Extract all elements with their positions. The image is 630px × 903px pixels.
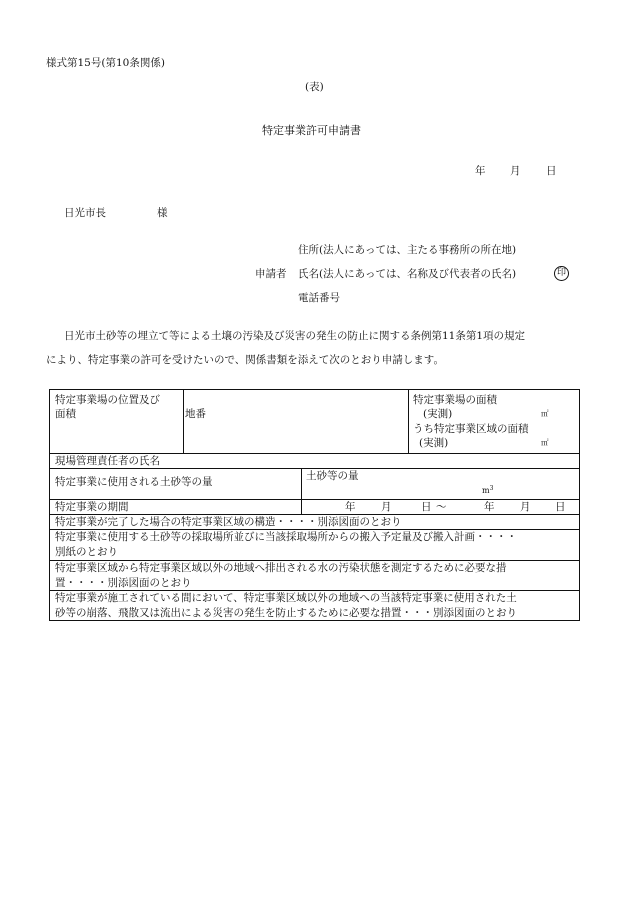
- period-end-month: 月: [520, 501, 531, 513]
- period-start-year: 年: [345, 501, 356, 513]
- period-separator: 〜: [436, 501, 447, 513]
- location-label-line-1: 特定事業場の位置及び: [55, 394, 160, 406]
- zone-area-unit: ㎡: [541, 438, 549, 447]
- recipient-name: 日光市長: [64, 207, 106, 219]
- table-rule: [183, 390, 184, 453]
- structure-row: 特定事業が完了した場合の特定事業区域の構造・・・・別添図面のとおり: [55, 516, 402, 528]
- applicant-phone-label: 電話番号: [298, 292, 340, 304]
- period-end-day: 日: [555, 501, 566, 513]
- zone-area-label: うち特定事業区域の面積: [413, 423, 529, 435]
- recipient-suffix: 様: [157, 207, 168, 219]
- table-rule: [50, 590, 579, 591]
- table-rule: [301, 468, 302, 514]
- table-rule: [50, 499, 579, 500]
- site-area-label: 特定事業場の面積: [413, 394, 497, 406]
- table-rule: [50, 468, 579, 469]
- site-area-measured-label: (実測): [423, 408, 453, 420]
- period-start-month: 月: [381, 501, 392, 513]
- applicant-label: 申請者: [255, 268, 287, 280]
- date-day-label: 日: [546, 165, 557, 177]
- period-end-year: 年: [484, 501, 495, 513]
- site-area-unit: ㎡: [541, 409, 549, 418]
- application-table: [49, 389, 580, 621]
- water-row-line-2: 置・・・・別添図面のとおり: [55, 577, 192, 589]
- period-label: 特定事業の期間: [55, 501, 129, 513]
- applicant-name-label: 氏名(法人にあっては、名称及び代表者の氏名): [298, 268, 517, 280]
- date-month-label: 月: [510, 165, 521, 177]
- soil-amount-label: 特定事業に使用される土砂等の量: [55, 476, 213, 488]
- water-row-line-1: 特定事業区域から特定事業区域以外の地域へ排出される水の汚染状態を測定するために必要な措: [55, 562, 507, 574]
- soil-amount-sub-label: 土砂等の量: [306, 470, 359, 482]
- disaster-row-line-2: 砂等の崩落、飛散又は流出による災害の発生を防止するために必要な措置・・・別添図面のとおり: [55, 607, 517, 619]
- lot-number-label: 地番: [185, 408, 206, 420]
- page-title: 特定事業許可申請書: [262, 124, 361, 137]
- site-manager-label: 現場管理責任者の氏名: [55, 455, 160, 467]
- soil-source-row-line-1: 特定事業に使用する土砂等の採取場所並びに当該採取場所からの搬入予定量及び搬入計画・・・・: [55, 531, 517, 543]
- location-label-line-2: 面積: [55, 408, 76, 420]
- table-rule: [50, 514, 579, 515]
- table-rule: [50, 453, 579, 454]
- applicant-address-label: 住所(法人にあっては、主たる事務所の所在地): [298, 244, 517, 256]
- side-label: (表): [305, 81, 324, 93]
- period-start-day: 日: [421, 501, 432, 513]
- disaster-row-line-1: 特定事業が施工されている間において、特定事業区域以外の地域への当該特定事業に使用された土: [55, 592, 517, 604]
- seal-mark: 印: [554, 266, 569, 281]
- form-number: 様式第15号(第10条関係): [46, 57, 165, 69]
- table-rule: [408, 390, 409, 453]
- zone-area-measured-label: (実測): [419, 437, 449, 449]
- table-rule: [50, 529, 579, 530]
- table-rule: [50, 560, 579, 561]
- body-text-line-2: により、特定事業の許可を受けたいので、関係書類を添えて次のとおり申請します。: [46, 354, 444, 366]
- date-year-label: 年: [475, 165, 486, 177]
- soil-amount-unit: $m^3$: [482, 485, 494, 495]
- soil-source-row-line-2: 別紙のとおり: [55, 546, 118, 558]
- body-text-line-1: 日光市土砂等の埋立て等による土壌の汚染及び災害の発生の防止に関する条例第11条第1項の規定: [64, 330, 526, 342]
